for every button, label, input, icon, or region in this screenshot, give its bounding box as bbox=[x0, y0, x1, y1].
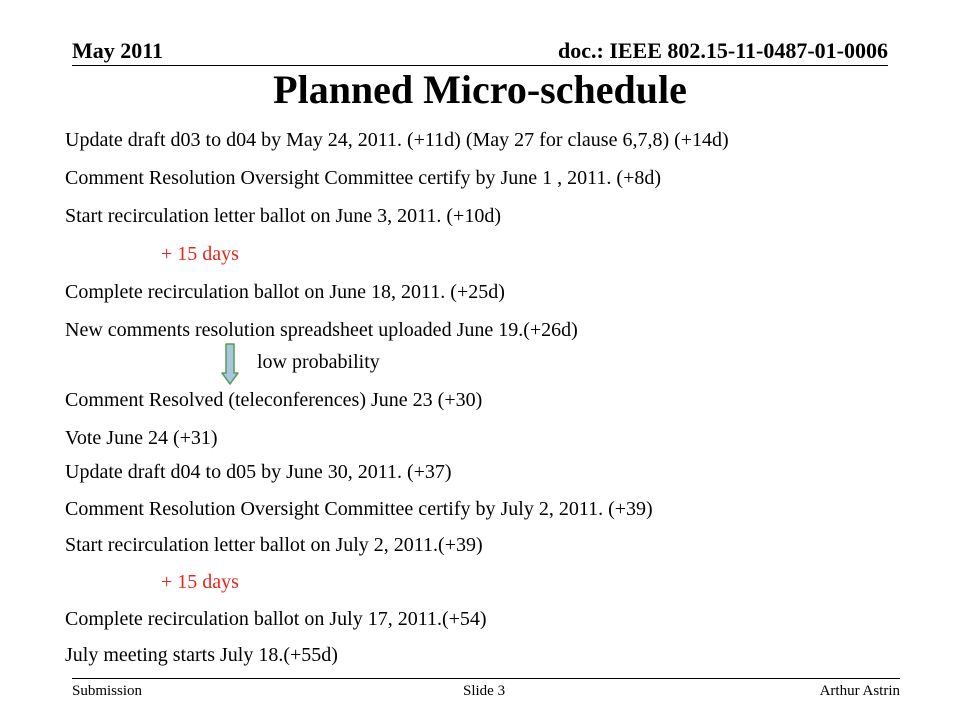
schedule-line: Complete recirculation ballot on June 18, 2011. (+25d) bbox=[65, 281, 505, 303]
header-doc-id: doc.: IEEE 802.15-11-0487-01-0006 bbox=[558, 38, 888, 63]
schedule-line: Comment Resolution Oversight Committee certify by July 2, 2011. (+39) bbox=[65, 498, 653, 520]
schedule-line: Comment Resolution Oversight Committee certify by June 1 , 2011. (+8d) bbox=[65, 167, 662, 189]
schedule-line: Comment Resolved (teleconferences) June 23 (+30) bbox=[65, 389, 483, 411]
schedule-interval: + 15 days bbox=[161, 243, 239, 265]
slide-title: Planned Micro-schedule bbox=[273, 67, 687, 112]
schedule-line: New comments resolution spreadsheet uploaded June 19.(+26d) bbox=[65, 319, 578, 341]
probability-note: low probability bbox=[257, 351, 380, 373]
header-date: May 2011 bbox=[72, 38, 164, 63]
schedule-line: July meeting starts July 18.(+55d) bbox=[65, 644, 338, 666]
footer-rule bbox=[72, 678, 900, 679]
schedule-line: Vote June 24 (+31) bbox=[65, 427, 218, 449]
schedule-line: Start recirculation letter ballot on June 3, 2011. (+10d) bbox=[65, 205, 501, 227]
schedule-line: Complete recirculation ballot on July 17, 2011.(+54) bbox=[65, 608, 487, 630]
down-arrow-icon bbox=[221, 343, 239, 385]
footer-submission: Submission bbox=[72, 683, 143, 699]
schedule-line: Update draft d03 to d04 by May 24, 2011. (+11d) (May 27 for clause 6,7,8) (+14d) bbox=[65, 129, 729, 151]
footer-slide-number: Slide 3 bbox=[463, 683, 506, 699]
footer-author: Arthur Astrin bbox=[819, 683, 900, 699]
schedule-interval: + 15 days bbox=[161, 571, 239, 593]
schedule-line: Start recirculation letter ballot on July 2, 2011.(+39) bbox=[65, 534, 483, 556]
schedule-line: Update draft d04 to d05 by June 30, 2011. (+37) bbox=[65, 461, 452, 483]
